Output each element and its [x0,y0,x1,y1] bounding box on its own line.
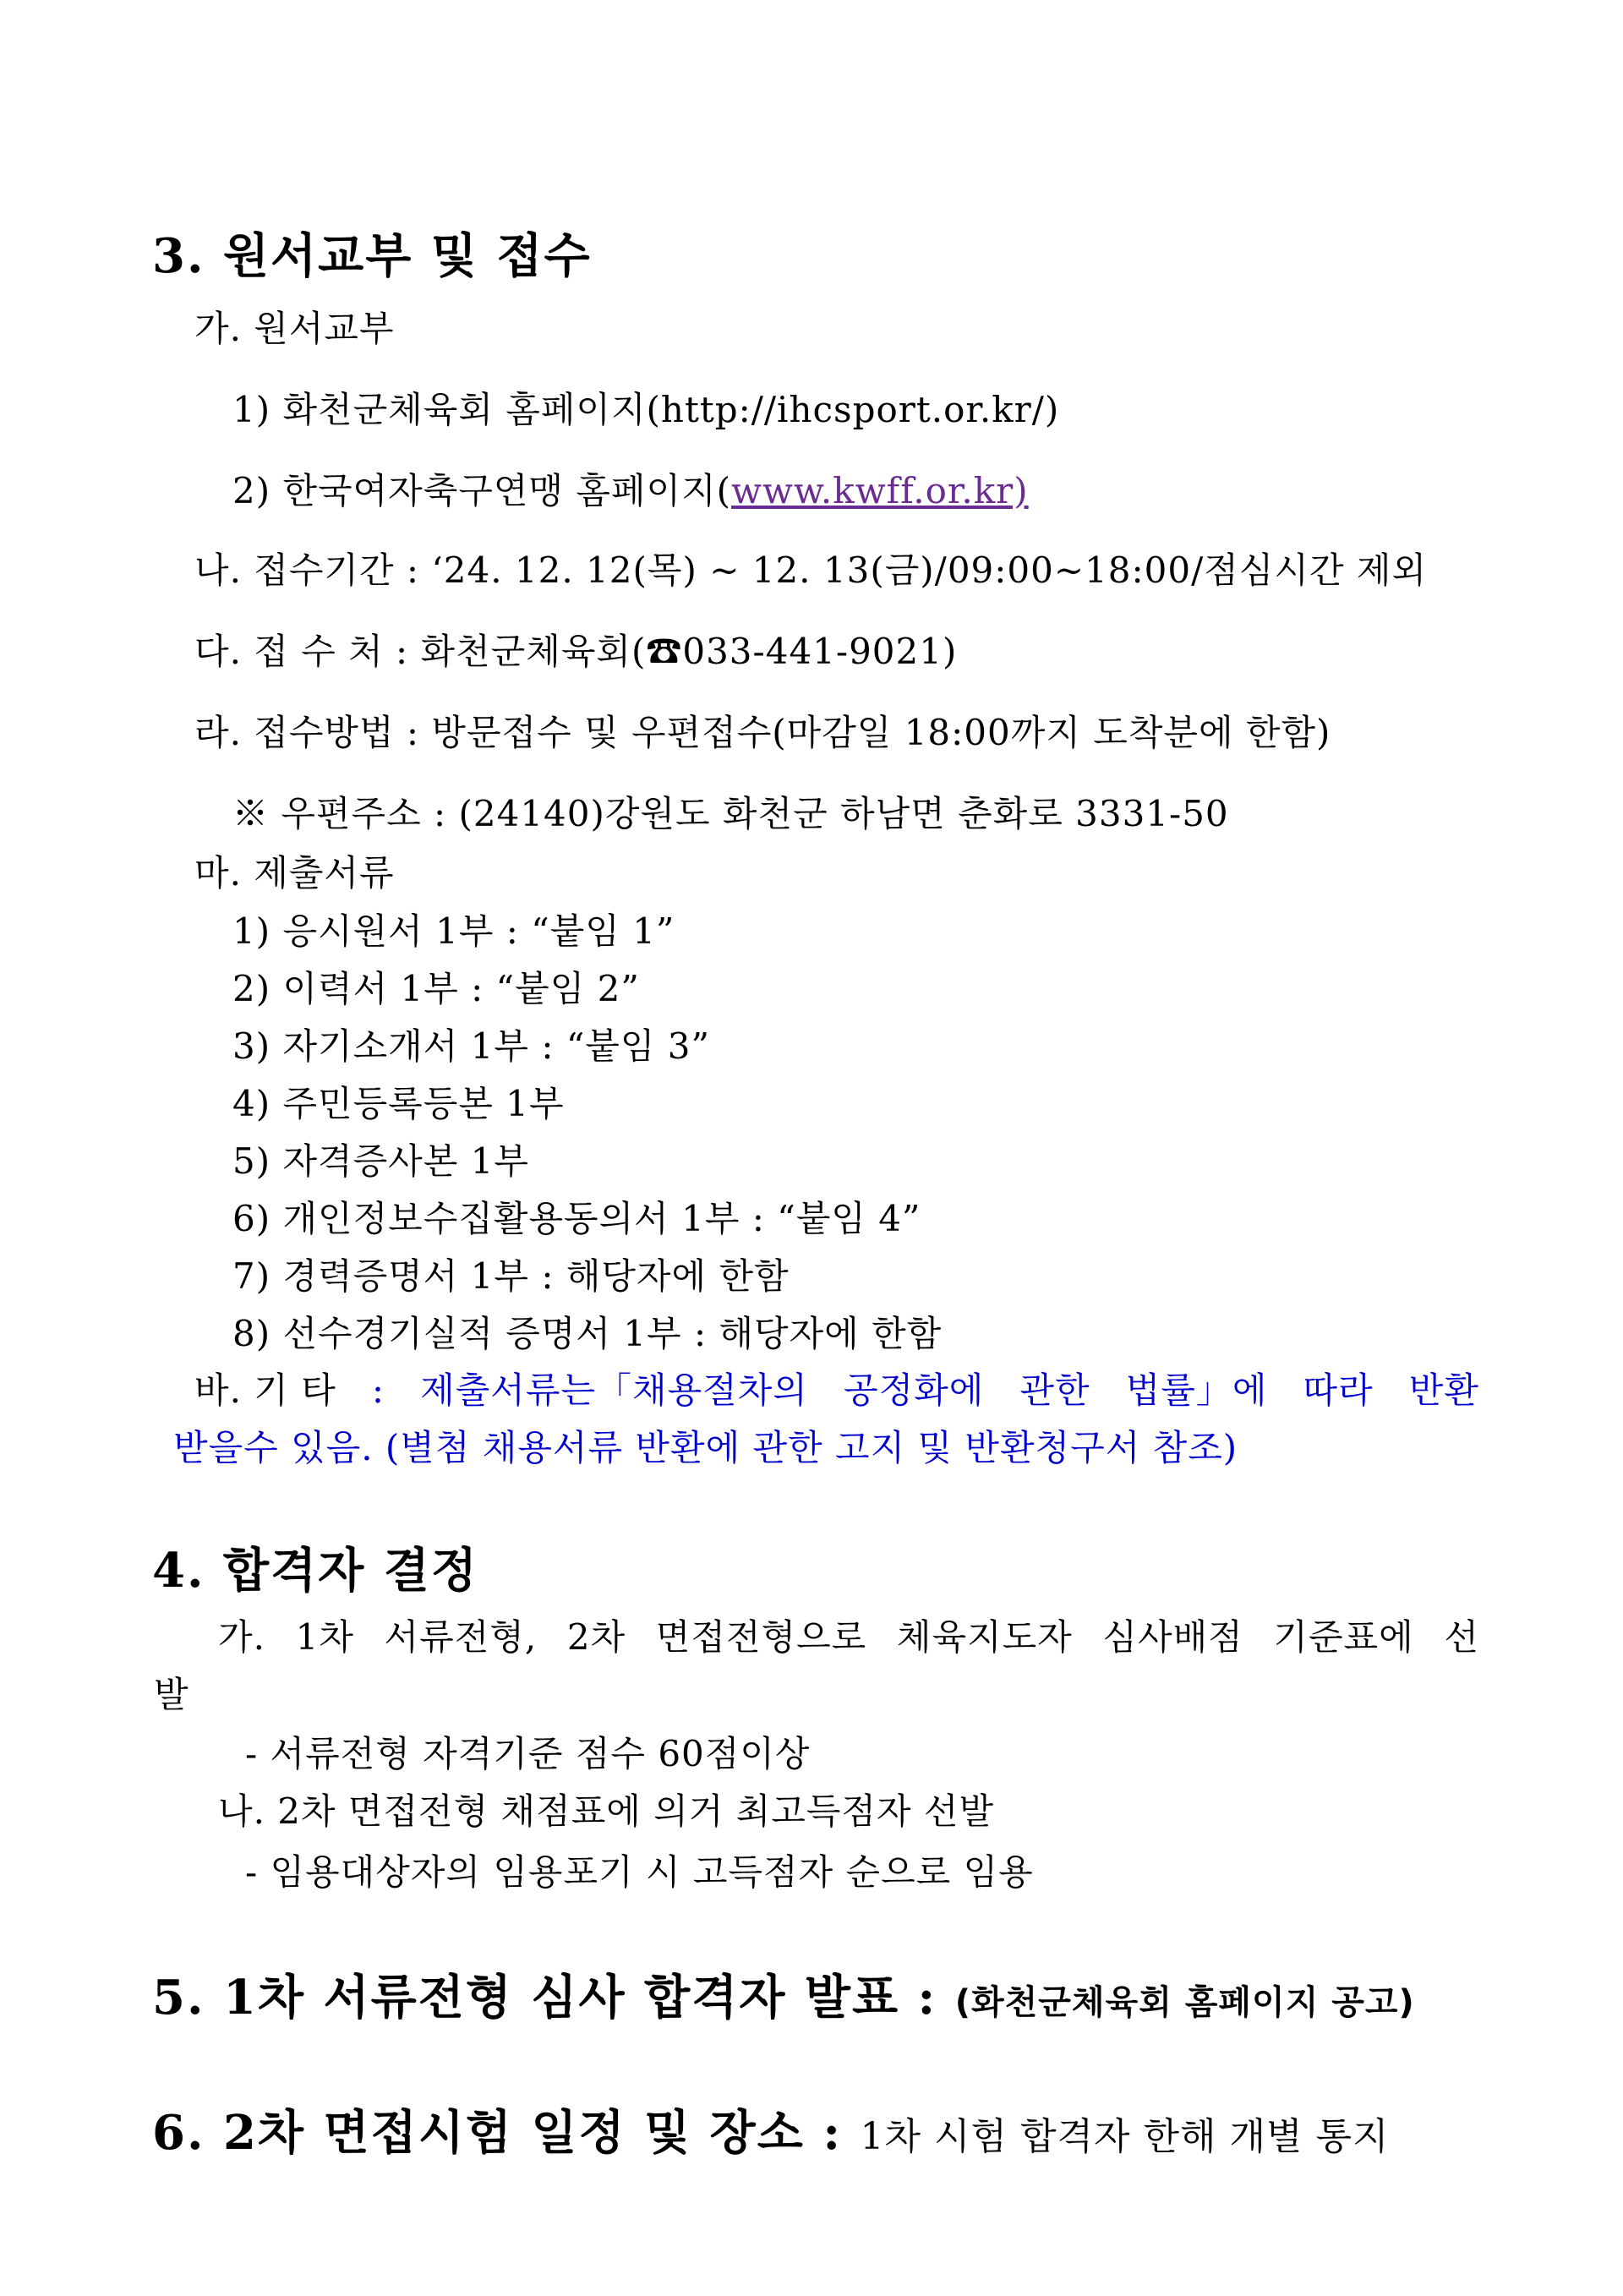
interview-selection: 나. 2차 면접전형 채점표에 의거 최고득점자 선발 [218,1790,995,1832]
selection-criteria-word: 선 [1444,1616,1479,1658]
application-source-2-label: 2) 한국여자축구연맹 홈페이지( [232,470,732,511]
document-item: 3) 자기소개서 1부 : “붙임 3” [232,1025,710,1067]
section-4-heading: 4. 합격자 결정 [152,1543,478,1599]
selection-criteria-word: 2차 [566,1616,626,1658]
other-notice-word: 제출서류는「채용절차의 [420,1369,808,1411]
document-item: 8) 선수경기실적 증명서 1부 : 해당자에 한함 [232,1313,943,1354]
section-3-heading: 3. 원서교부 및 접수 [152,228,592,284]
other-notice-word: 관한 [1019,1369,1090,1411]
document-item: 2) 이력서 1부 : “붙임 2” [232,968,640,1009]
reception-method: 라. 접수방법 : 방문접수 및 우편접수(마감일 18:00까지 도착분에 한함) [194,712,1331,753]
document-item: 1) 응시원서 1부 : “붙임 1” [232,910,675,952]
postal-address: ※ 우편주소 : (24140)강원도 화천군 하남면 춘화로 3331-50 [232,793,1229,834]
section-3-item-ma: 마. 제출서류 [194,852,395,894]
selection-criteria-cont: 발 [154,1674,189,1715]
selection-criteria-word: 서류전형, [384,1616,538,1658]
section-6-title: 6. 2차 면접시험 일정 및 장소 : [152,2105,843,2161]
other-notice-label: 바. 기 타 [194,1369,336,1411]
selection-criteria-word: 심사배점 [1102,1616,1243,1658]
section-5-title: 5. 1차 서류전형 심사 합격자 발표 : [152,1970,937,2025]
section-3-item-ga: 가. 원서교부 [194,308,395,349]
other-notice-word: : [371,1369,385,1411]
section-5-heading [152,1970,1415,2026]
reception-period: 나. 접수기간 : ‘24. 12. 12(목) ~ 12. 13(금)/09:00~18:00/점심시간 제외 [194,549,1428,591]
document-screening-criteria: - 서류전형 자격기준 점수 60점이상 [245,1733,811,1774]
section-6-note: 1차 시험 합격자 한해 개별 통지 [860,2115,1390,2158]
selection-criteria-word: 가. [218,1616,265,1658]
document-item: 7) 경력증명서 1부 : 해당자에 한함 [232,1255,790,1297]
reception-office: 다. 접 수 처 : 화천군체육회(☎033-441-9021) [194,631,958,672]
selection-criteria-word: 1차 [295,1616,354,1658]
section-6-heading [152,2105,1390,2162]
other-notice-line-1 [194,1369,1479,1412]
other-notice-word: 반환 [1408,1369,1479,1411]
document-item: 4) 주민등록등본 1부 [232,1083,565,1124]
kwff-link[interactable]: www.kwff.or.kr) [731,470,1029,511]
selection-criteria-line [218,1616,1479,1659]
selection-criteria-word: 체육지도자 [896,1616,1073,1658]
appointment-rule: - 임용대상자의 임용포기 시 고득점자 순으로 임용 [245,1851,1034,1893]
other-notice-line-2: 받을수 있음. (별첨 채용서류 반환에 관한 고지 및 반환청구서 참조) [173,1427,1238,1468]
application-source-1: 1) 화천군체육회 홈페이지(http://ihcsport.or.kr/) [232,389,1060,430]
other-notice-word: 공정화에 [844,1369,985,1411]
document-item: 5) 자격증사본 1부 [232,1140,529,1182]
other-notice-word: 법률」에 [1125,1369,1268,1411]
selection-criteria-word: 기준표에 [1273,1616,1414,1658]
application-source-2 [232,470,1029,512]
selection-criteria-word: 면접전형으로 [655,1616,867,1658]
document-item: 6) 개인정보수집활용동의서 1부 : “붙임 4” [232,1198,921,1239]
other-notice-word: 따라 [1303,1369,1374,1411]
section-5-note: (화천군체육회 홈페이지 공고) [954,1983,1415,2022]
